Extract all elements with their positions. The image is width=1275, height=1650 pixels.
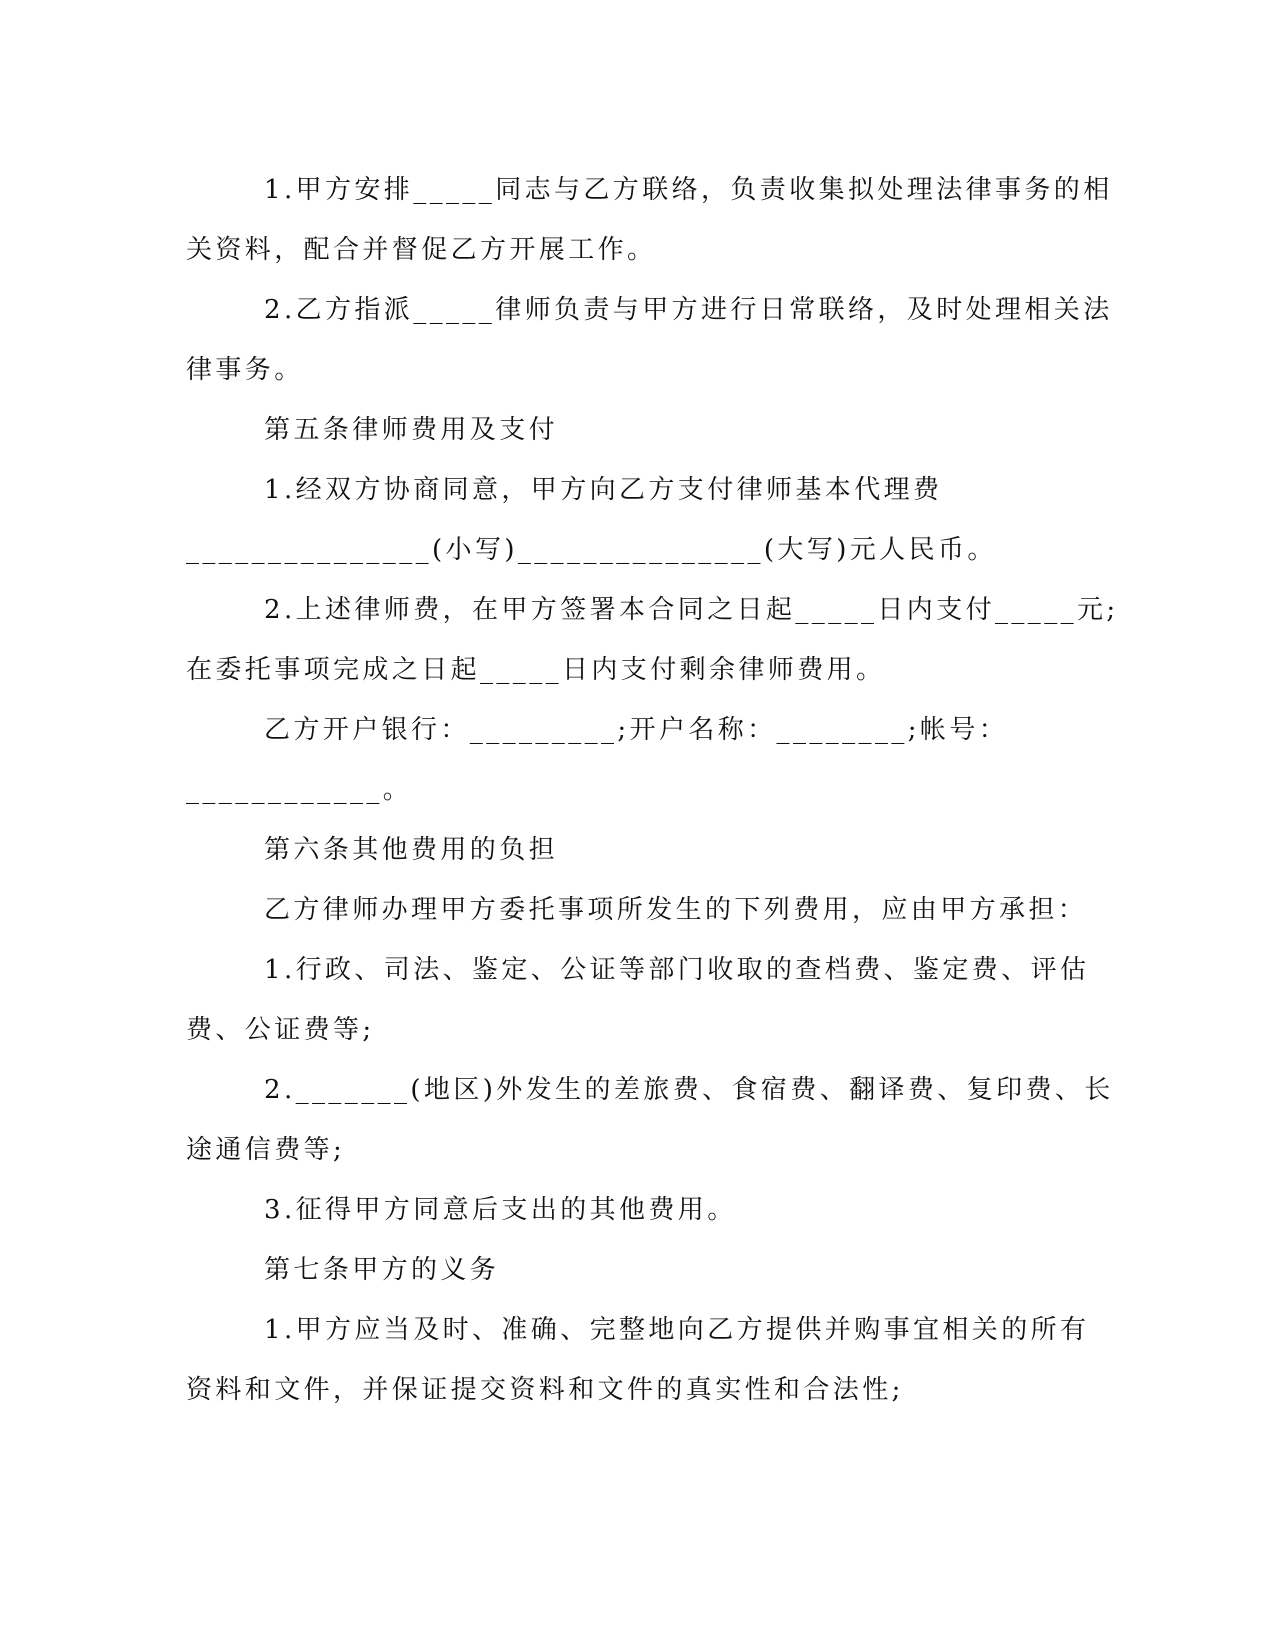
document-body	[186, 160, 1119, 1420]
text-line: ____________。	[186, 775, 413, 805]
text-line: 费、公证费等;	[186, 1015, 375, 1045]
text-line: 1.行政、司法、鉴定、公证等部门收取的查档费、鉴定费、评估	[264, 955, 1090, 985]
section-heading: 第七条甲方的义务	[264, 1255, 500, 1285]
text-line: 乙方开户银行：_________;开户名称：________;帐号：	[264, 715, 1009, 745]
text-line: 途通信费等;	[186, 1135, 346, 1165]
text-line: 3.征得甲方同意后支出的其他费用。	[264, 1195, 737, 1225]
text-line: _______________(小写)_______________(大写)元人民币。	[186, 535, 997, 565]
text-line: 律事务。	[186, 355, 304, 385]
section-heading: 第六条其他费用的负担	[264, 835, 559, 865]
text-line: 乙方律师办理甲方委托事项所发生的下列费用，应由甲方承担：	[264, 895, 1088, 925]
section-heading: 第五条律师费用及支付	[264, 415, 559, 445]
text-line: 关资料，配合并督促乙方开展工作。	[186, 235, 657, 265]
text-line: 2._______(地区)外发生的差旅费、食宿费、翻译费、复印费、长	[264, 1075, 1114, 1105]
text-line: 1.甲方安排_____同志与乙方联络，负责收集拟处理法律事务的相	[264, 175, 1113, 205]
text-line: 1.经双方协商同意，甲方向乙方支付律师基本代理费	[264, 475, 943, 505]
text-line: 在委托事项完成之日起_____日内支付剩余律师费用。	[186, 655, 886, 685]
text-line: 2.上述律师费，在甲方签署本合同之日起_____日内支付_____元;	[264, 595, 1119, 625]
text-line: 1.甲方应当及时、准确、完整地向乙方提供并购事宜相关的所有	[264, 1315, 1090, 1345]
text-line: 2.乙方指派_____律师负责与甲方进行日常联络，及时处理相关法	[264, 295, 1113, 325]
text-line: 资料和文件，并保证提交资料和文件的真实性和合法性;	[186, 1375, 904, 1405]
